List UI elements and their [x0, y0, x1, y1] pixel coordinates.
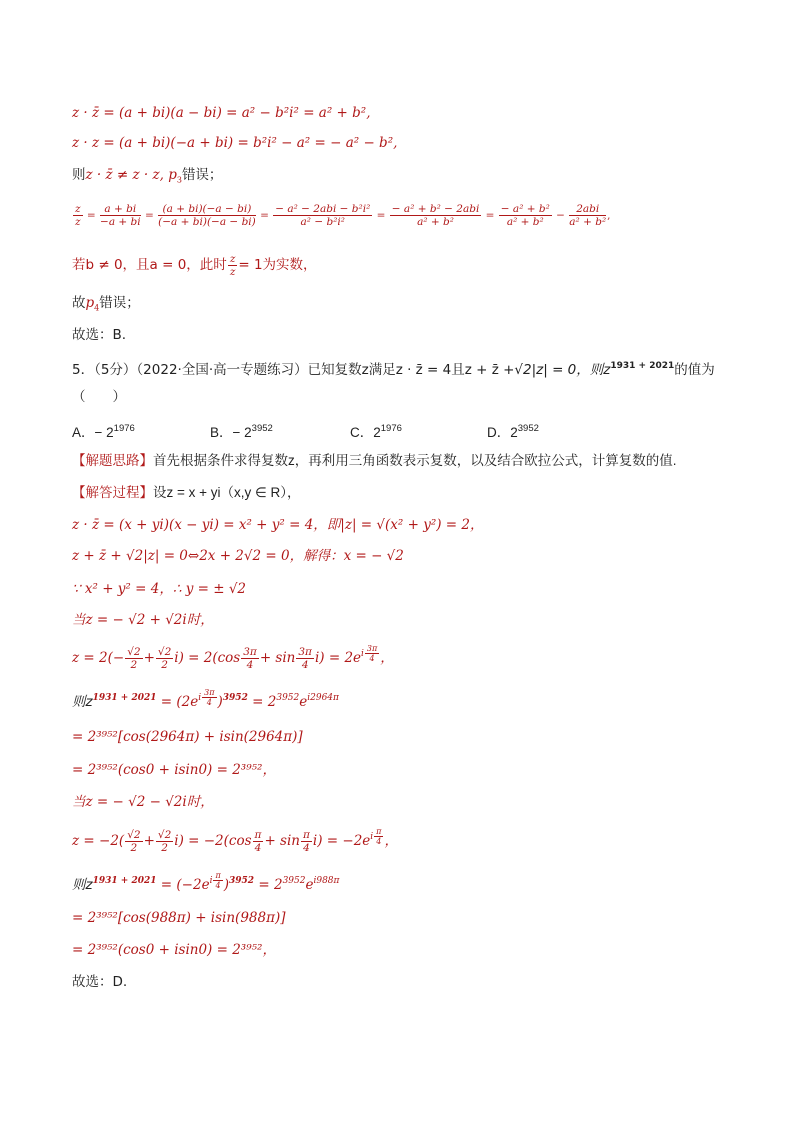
- analysis-tag: 【解题思路】: [72, 453, 153, 469]
- eq-z-times-z: z · z = (a + bi)(−a + bi) = b²i² − a² = − a² − b²,: [72, 135, 398, 151]
- option-b[interactable]: B．− $2^{3952}$: [210, 423, 273, 440]
- solution-step-1: z · z̄ = (x + yi)(x − yi) = x² + y² = 4，即|z| = √(x² + y²) = 2，: [72, 517, 484, 533]
- case-2-power: 则$z^{1931 + 2021} = (-2e^{i \frac{\pi}{4}}$ )$^{3952} = 2^{3952}e^{i988\pi}$: [72, 871, 340, 894]
- solution-step-3: ∵ x² + y² = 4，∴ y = ± √2: [72, 581, 247, 597]
- option-a[interactable]: A．− $2^{1976}$: [72, 423, 135, 440]
- case-1-polar-form: z = 2(− $\frac{√2}{2}$ + $\frac{√2}{2}$ i) = 2(cos $\frac{3\pi}{4}$ + sin $\frac{3\pi}{4}$ $i) = 2e^{i \frac{3\pi}{4}}$ ，: [72, 644, 394, 672]
- case-1-header: 当z = − √2 + √2i时，: [72, 612, 214, 628]
- case-2-result: = 2³⁹⁵²(cos0 + isin0) = 2³⁹⁵²，: [72, 942, 276, 958]
- p4-wrong-line: 故$p_4$错误；: [72, 295, 140, 313]
- option-c[interactable]: C．$2^{1976}$: [350, 423, 402, 440]
- eq-z-times-conj: z · z̄ = (a + bi)(a − bi) = a² − b²i² = a² + b²,: [72, 105, 371, 121]
- solution-step-2: z + z̄ + √2|z| = 0⇔2x + 2√2 = 0，解得：x = − √2: [72, 548, 404, 564]
- solution-intro-line: 【解答过程】设z = x + yi（x,y ∈ R），: [72, 485, 301, 501]
- case-2-header: 当z = − √2 − √2i时，: [72, 794, 214, 810]
- eq-z-over-zbar: $\frac{z}{z}$ = $\frac{a + bi}{-a + bi}$ = $\frac{(a + bi)(-a - bi)}{(-a + bi)(-a - bi)}$ = $\frac{\text{− a² − 2abi − b²i²}}{\text{a² − b²i²}}$ = $\frac{\text{− a² + b² − 2abi}}{\text{a² + b²}}$ = $\frac{\text{− a² + b²}}{\text{a² + b²}}$ − $\frac{\text{2abi}}{\text{a² + b²}}$ ,: [75, 203, 611, 229]
- case-2-polar-form: z = −2( $\frac{√2}{2}$ + $\frac{√2}{2}$ i) = −2(cos $\frac{\pi}{4}$ + sin $\frac{\pi}{4}$ $i) = -2e^{i \frac{\pi}{4}}$ ，: [72, 827, 398, 855]
- p3-wrong-line: 则z · z̄ ≠ z · z, $p_3$错误；: [72, 167, 223, 185]
- option-d[interactable]: D．$2^{3952}$: [487, 423, 539, 440]
- real-number-line: 若b ≠ 0，且a = 0，此时 $\frac{z}{z}$ = 1为实数，: [72, 253, 317, 279]
- analysis-line: 【解题思路】首先根据条件求得复数z，再利用三角函数表示复数，以及结合欧拉公式，计算复数的值.: [72, 453, 677, 469]
- case-2-euler: = 2³⁹⁵²[cos(988π) + isin(988π)]: [72, 910, 286, 926]
- solution-tag: 【解答过程】: [72, 485, 153, 501]
- case-1-result: = 2³⁹⁵²(cos0 + isin0) = 2³⁹⁵²，: [72, 762, 276, 778]
- case-1-power: 则$z^{1931 + 2021} = (2e^{i \frac{3\pi}{4}}$ )$^{3952} = 2^{3952}e^{i2964\pi}$: [72, 688, 339, 711]
- question-5-paren: （ ）: [72, 389, 126, 405]
- case-1-euler: = 2³⁹⁵²[cos(2964π) + isin(2964π)]: [72, 729, 303, 745]
- answer-b: 故选：B.: [72, 327, 127, 343]
- answer-d: 故选：D.: [72, 974, 128, 990]
- question-5-stem: 5．（5分）（2022·全国·高一专题练习）已知复数z满足z · z̄ = 4且z + z̄ +√2|z| = 0，则$z^{1931 + 2021}$的值为: [72, 361, 715, 378]
